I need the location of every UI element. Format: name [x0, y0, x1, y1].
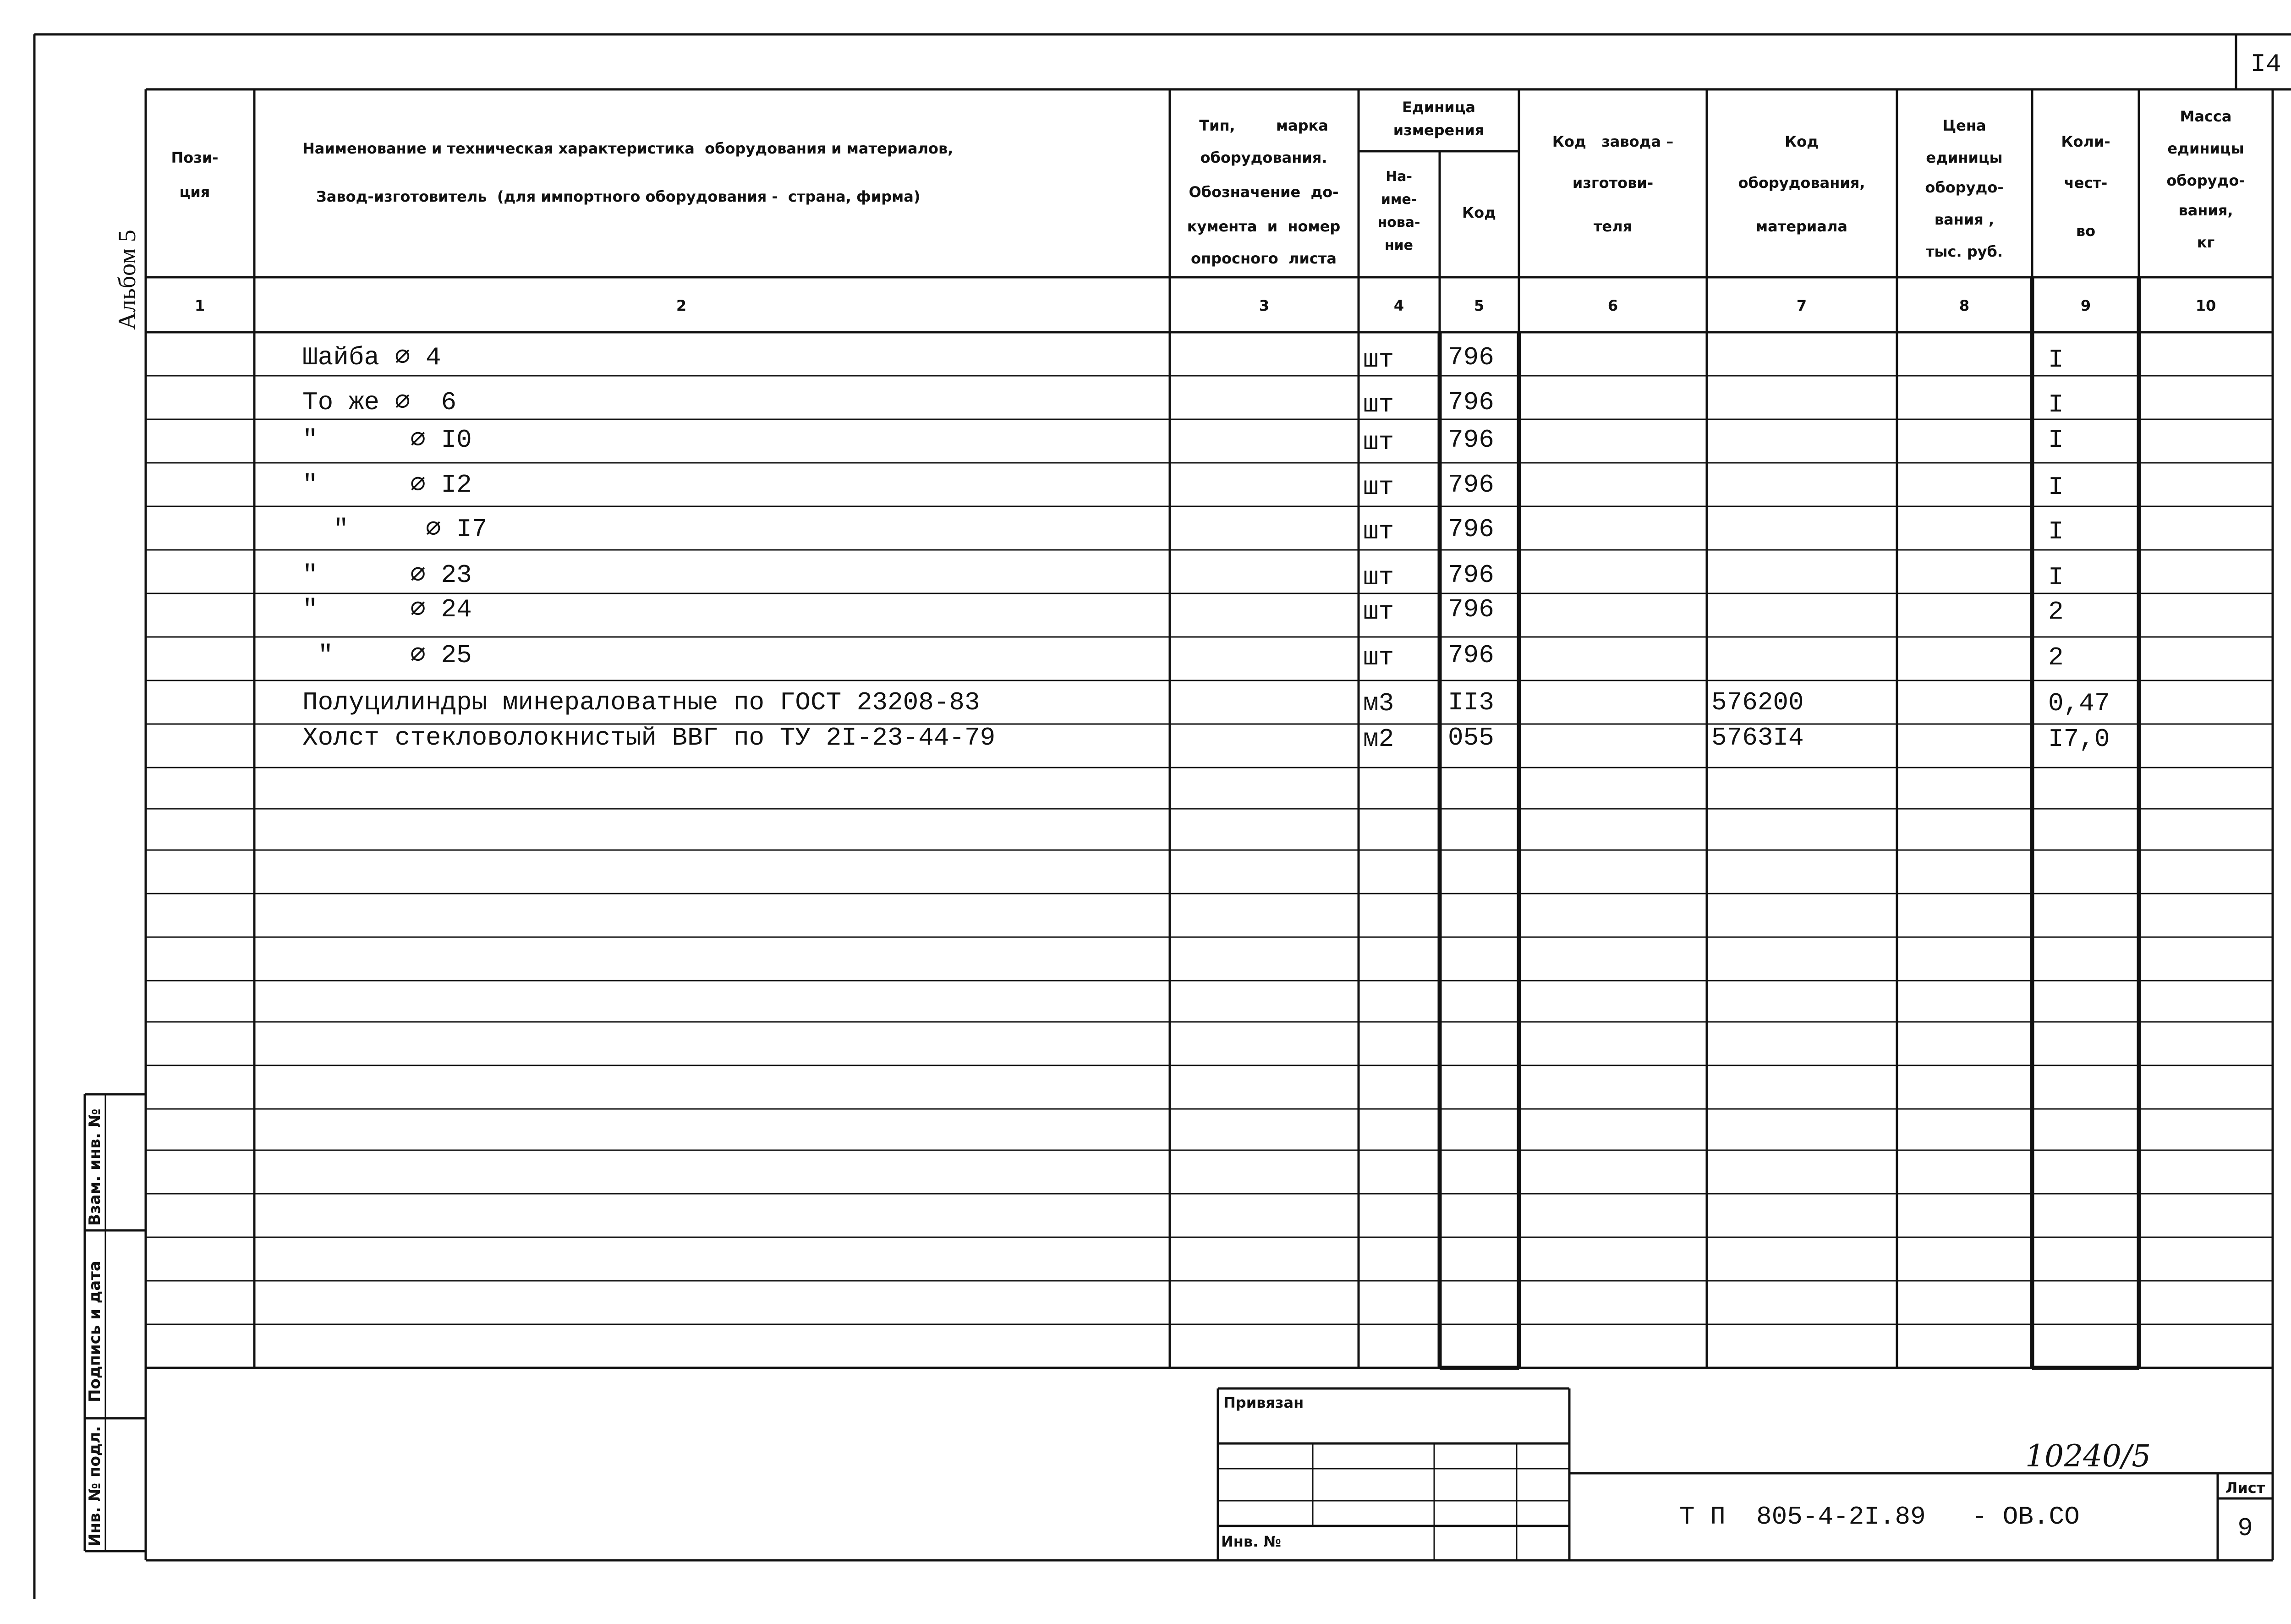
header-qty-1: Коли- [2061, 133, 2110, 150]
column-number: 8 [1959, 297, 1970, 314]
column-number: 7 [1796, 297, 1807, 314]
header-price-2: единицы [1926, 149, 2003, 166]
column-number: 1 [194, 297, 205, 314]
row-code: 055 [1448, 723, 1494, 752]
row-qty: I [2048, 390, 2064, 419]
header-unit-2: измерения [1393, 121, 1485, 139]
header-position-2: ция [179, 183, 210, 201]
row-qty: 0,47 [2048, 689, 2110, 718]
header-name-1: Наименование и техническая характеристика оборудования и материалов, [302, 140, 954, 157]
header-qty-3: во [2076, 222, 2096, 240]
header-factory-1: Код завода – [1552, 133, 1674, 150]
row-unit: шт [1363, 428, 1394, 457]
main-table-frame [146, 89, 2273, 1560]
header-code: Код [1462, 204, 1496, 221]
header-mass-5: кг [2197, 234, 2215, 251]
row-qty: 2 [2048, 597, 2064, 626]
row-code: 796 [1448, 425, 1494, 455]
corner-number-box [2236, 34, 2291, 89]
row-unit: м2 [1363, 724, 1394, 754]
table-row [302, 723, 2110, 754]
row-qty: I [2048, 472, 2064, 502]
column-number: 3 [1259, 297, 1270, 314]
row-code: 796 [1448, 560, 1494, 590]
column-number: 10 [2195, 297, 2216, 314]
header-type-2: оборудования. [1200, 149, 1327, 166]
row-code: 796 [1448, 595, 1494, 624]
stamp-signature-date: Подпись и дата [86, 1261, 104, 1402]
row-unit: шт [1363, 643, 1394, 672]
sheet-frame [34, 34, 2291, 1599]
album-label: Альбом 5 [113, 230, 141, 330]
row-unit: шт [1363, 517, 1394, 546]
row-unit: шт [1363, 472, 1394, 502]
header-unitname-3: нова- [1377, 214, 1420, 230]
header-price-4: вания , [1934, 211, 1995, 228]
column-number: 2 [676, 297, 687, 314]
corner-number: I4 [2250, 49, 2281, 79]
header-mass-3: оборудо- [2166, 172, 2245, 189]
row-unit: м3 [1363, 689, 1394, 718]
column-number: 4 [1393, 297, 1404, 314]
privyazan-label: Привязан [1223, 1394, 1304, 1411]
row-qty: 2 [2048, 643, 2064, 672]
header-type-5: опросного листа [1191, 250, 1337, 267]
header-mass-1: Масса [2180, 108, 2232, 125]
sheet-number: 9 [2237, 1514, 2253, 1543]
header-unit-1: Единица [1402, 99, 1475, 116]
stamp-inv-no: Инв. № подл. [86, 1426, 104, 1547]
row-qty: I [2048, 345, 2064, 374]
header-price-5: тыс. руб. [1925, 243, 2003, 260]
row-unit: шт [1363, 345, 1394, 374]
row-code: 796 [1448, 515, 1494, 544]
row-code: 796 [1448, 641, 1494, 670]
table-row [302, 425, 2064, 457]
header-type-3: Обозначение до- [1189, 183, 1339, 201]
row-qty: I [2048, 563, 2064, 592]
table-row [302, 470, 2064, 502]
header-unitname-2: име- [1381, 192, 1417, 208]
table-row [302, 641, 2064, 672]
handwritten-signature: 10240/5 [2025, 1438, 2151, 1474]
header-matcode-3: материала [1756, 218, 1847, 235]
table-row [302, 343, 2064, 374]
row-name: " ∅ 25 [302, 641, 472, 670]
header-mass-4: вания, [2178, 202, 2233, 219]
column-number: 9 [2080, 297, 2091, 314]
inv-no-label: Инв. № [1221, 1533, 1281, 1550]
emphasis-borders [1440, 277, 2139, 1368]
row-name: " ∅ 24 [302, 595, 472, 624]
header-mass-2: единицы [2167, 140, 2244, 157]
row-code: 796 [1448, 343, 1494, 372]
side-stamp [85, 1094, 146, 1551]
header-matcode-2: оборудования, [1738, 174, 1865, 192]
header-factory-2: изготови- [1572, 174, 1654, 192]
row-name: " ∅ 23 [302, 560, 472, 590]
stamp-replaced-inv: Взам. инв. № [86, 1108, 104, 1226]
row-material-code: 5763I4 [1711, 723, 1804, 752]
sheet-label: Лист [2225, 1479, 2265, 1497]
document-designation: Т П 805-4-2I.89 - ОВ.СО [1679, 1502, 2080, 1531]
row-name: Шайба ∅ 4 [302, 343, 441, 372]
header-unitname-1: На- [1386, 169, 1412, 185]
header-price-3: оборудо- [1925, 179, 2004, 196]
row-code: II3 [1448, 688, 1494, 717]
row-name: " ∅ I0 [302, 425, 472, 455]
row-unit: шт [1363, 390, 1394, 419]
row-qty: I [2048, 517, 2064, 546]
row-code: 796 [1448, 388, 1494, 417]
row-name: " ∅ I2 [302, 470, 472, 499]
row-name: Холст стекловолокнистый ВВГ по ТУ 2I-23-44-79 [302, 723, 996, 752]
header-position-1: Пози- [171, 149, 219, 166]
table-header [171, 99, 2245, 267]
table-row [302, 688, 2110, 718]
header-type-4: кумента и номер [1187, 218, 1341, 235]
row-unit: шт [1363, 597, 1394, 626]
title-block [1218, 1388, 2273, 1560]
column-number: 5 [1474, 297, 1485, 314]
column-number: 6 [1607, 297, 1618, 314]
row-material-code: 576200 [1711, 688, 1804, 717]
header-factory-3: теля [1593, 218, 1633, 235]
table-row [302, 595, 2064, 626]
header-matcode-1: Код [1785, 133, 1819, 150]
table-body [302, 343, 2110, 754]
header-name-2: Завод-изготовитель (для импортного оборудования - страна, фирма) [316, 188, 921, 205]
row-name: Полуцилиндры минераловатные по ГОСТ 23208-83 [302, 688, 980, 717]
row-unit: шт [1363, 563, 1394, 592]
table-row [302, 388, 2064, 419]
header-price-1: Цена [1942, 117, 1986, 134]
header-unitname-4: ние [1384, 237, 1414, 253]
row-name: " ∅ I7 [302, 515, 488, 544]
row-qty: I7,0 [2048, 724, 2110, 754]
row-code: 796 [1448, 470, 1494, 499]
column-numbers [195, 297, 2216, 314]
row-qty: I [2048, 425, 2064, 455]
table-row [302, 515, 2064, 546]
table-row [302, 560, 2064, 592]
row-name: То же ∅ 6 [302, 388, 457, 417]
header-type-1: Тип, марка [1199, 117, 1328, 134]
header-qty-2: чест- [2064, 174, 2108, 192]
